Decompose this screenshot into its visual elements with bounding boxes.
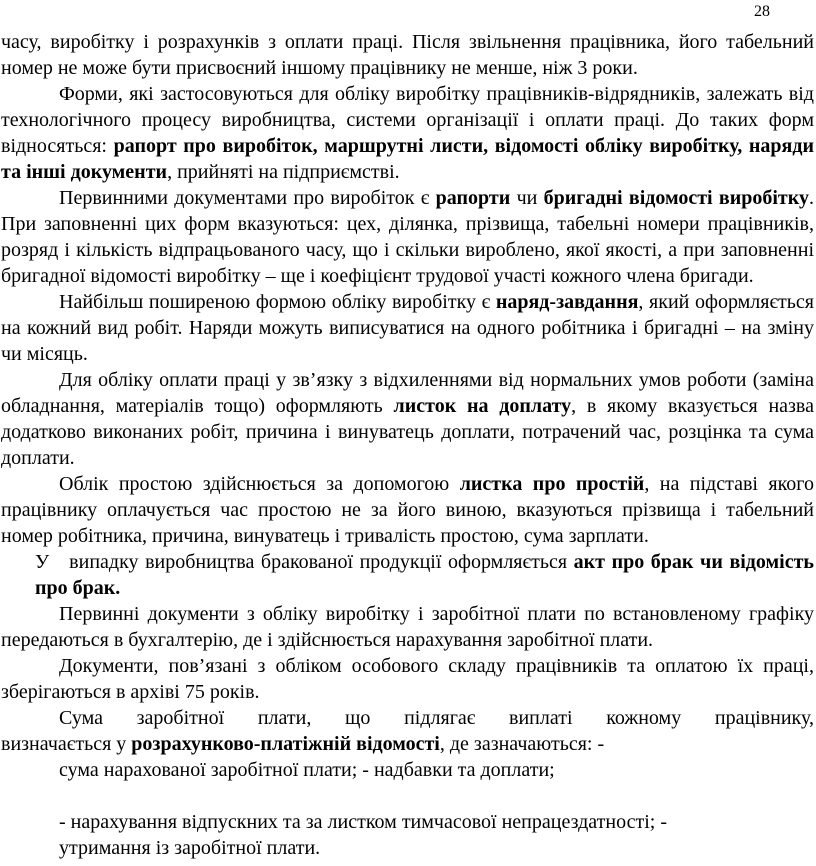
document-body <box>1 29 814 861</box>
paragraph-3-text: Первинними документами про виробіток є <box>59 187 436 209</box>
paragraph-7-lead: У <box>35 551 50 573</box>
paragraph-10-tail: , де зазначаються: - <box>439 733 605 755</box>
paragraph-7 <box>1 549 814 601</box>
list-line-2-text: - нарахування відпускних та за листком тимчасової непрацездатності; - <box>59 811 667 833</box>
bold-downtime-sheet: листка про простій <box>459 473 645 495</box>
paragraph-3 <box>1 185 814 289</box>
bold-forms-list: рапорт про виробіток, маршрутні листи, відомості обліку виробітку, наряди та інші документи <box>1 135 814 183</box>
paragraph-6-text: Облік простою здійснюється за допомогою <box>59 473 460 495</box>
paragraph-9 <box>1 653 814 705</box>
paragraph-9-text: Документи, пов’язані з обліком особового складу працівників та оплатою їх праці, зберігаються в архіві 75 років. <box>1 655 814 703</box>
bold-raporty: рапорти <box>435 187 511 209</box>
bold-brigade-sheets: бригадні відомості виробітку <box>543 187 809 209</box>
list-line-3-text: утримання із заробітної плати. <box>59 837 321 859</box>
bold-work-order: наряд-завдання <box>495 291 639 313</box>
bold-payroll-sheet: розрахунково-платіжній відомості <box>131 733 440 755</box>
paragraph-6 <box>1 471 814 549</box>
paragraph-6-tail: , на підставі якого працівнику оплачується час простою не за його виною, вказуються прізвища і табельний номер робітника, причина, винуватець і тривалість простою, сума зарплати. <box>1 473 814 547</box>
bold-defect-act: акт про брак чи відомість про брак. <box>35 551 814 599</box>
blank-line <box>1 783 814 809</box>
paragraph-4 <box>1 289 814 367</box>
paragraph-8 <box>1 601 814 653</box>
paragraph-5-text: Для обліку оплати праці у зв’язку з відхиленнями від нормальних умов роботи (заміна обладнання, матеріалів тощо) оформляють <box>1 369 814 417</box>
list-line-2 <box>1 809 814 835</box>
paragraph-3-tail: . При заповненні цих форм вказуються: цех, ділянка, прізвища, табельні номери працівників, розряд і кількість відпрацьованого часу, що і скільки вироблено, якої якості, а при заповненні бригадної відомості виробітку – ще і коефіцієнт трудової участі кожного члена бригади. <box>1 187 814 287</box>
page-number: 28 <box>754 3 770 20</box>
paragraph-1 <box>1 29 814 81</box>
list-line-1-text: сума нарахованої заробітної плати; - надбавки та доплати; <box>59 759 555 781</box>
paragraph-5-tail: , в якому вказується назва додатково виконаних робіт, причина і винуватець доплати, потрачений час, розцінка та сума доплати. <box>1 395 814 469</box>
paragraph-2-tail: , прийняті на підприємстві. <box>167 161 400 183</box>
paragraph-4-tail: , який оформляється на кожний вид робіт. Наряди можуть виписуватися на одного робітника і бригадні – на зміну чи місяць. <box>1 291 814 365</box>
paragraph-10-text: Сума заробітної плати, що підлягає виплаті кожному працівнику, <box>59 707 814 729</box>
paragraph-2 <box>1 81 814 185</box>
paragraph-7-text: випадку виробництва бракованої продукції оформляється <box>69 551 574 573</box>
list-line-3 <box>1 835 814 861</box>
paragraph-2-text: Форми, які застосовуються для обліку виробітку працівників-відрядників, залежать від технологічного процесу виробництва, системи організації і оплати праці. До таких форм відносяться: <box>1 83 814 157</box>
paragraph-3-conj: чи <box>510 187 544 209</box>
paragraph-10-line-1 <box>1 705 814 731</box>
paragraph-8-text: Первинні документи з обліку виробітку і заробітної плати по встановленому графіку передаються в бухгалтерію, де і здійснюється нарахування заробітної плати. <box>1 603 814 651</box>
paragraph-10-lead: визначається у <box>1 733 132 755</box>
paragraph-4-text: Найбільш поширеною формою обліку виробітку є <box>59 291 496 313</box>
paragraph-5 <box>1 367 814 471</box>
list-line-1 <box>1 757 814 783</box>
paragraph-1-text: часу, виробітку і розрахунків з оплати праці. Після звільнення працівника, його табельний номер не може бути присвоєний іншому працівнику не менше, ніж 3 роки. <box>1 31 814 79</box>
paragraph-10-line-2 <box>1 731 814 757</box>
bold-surcharge-sheet: листок на доплату <box>393 395 572 417</box>
